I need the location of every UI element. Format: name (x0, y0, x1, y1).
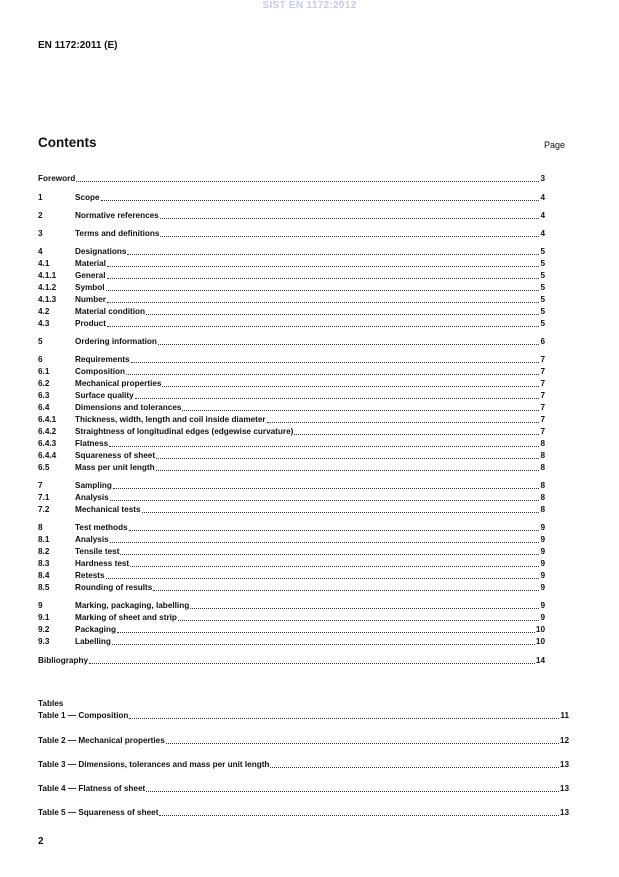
toc-entry-number: 4.2 (38, 307, 50, 316)
dot-leader (110, 541, 540, 543)
toc-entry-page: 9 (540, 583, 545, 592)
toc-entry-title: Material condition (75, 307, 146, 316)
toc-entry[interactable] (38, 389, 545, 401)
toc-entry[interactable] (38, 377, 545, 389)
toc-entry-title: General (75, 271, 106, 280)
contents-heading: Contents (38, 135, 97, 150)
toc-entry[interactable] (38, 401, 545, 413)
dot-leader (135, 397, 540, 399)
toc-entry-number: 7.1 (38, 493, 50, 502)
toc-entry-title: Symbol (75, 283, 105, 292)
toc-entry-title: Terms and definitions (75, 229, 160, 238)
dot-leader (106, 577, 540, 579)
toc-entry-title: Rounding of results (75, 583, 153, 592)
toc-entry-number: 7 (38, 481, 43, 490)
toc-entry[interactable] (38, 281, 545, 293)
toc-entry-title: Packaging (75, 625, 116, 634)
table-entry[interactable] (38, 709, 569, 721)
toc-entry-title: Hardness test (75, 559, 130, 568)
toc-entry-page: 5 (540, 295, 545, 304)
toc-entry-title: Flatness (75, 439, 109, 448)
toc-entry-title: Ordering information (75, 337, 157, 346)
toc-entry-title: Product (75, 319, 106, 328)
toc-entry-number: 4.1.1 (38, 271, 57, 280)
toc-entry-title: Analysis (75, 535, 109, 544)
toc-entry-page: 10 (535, 637, 545, 646)
toc-entry-page: 7 (540, 379, 545, 388)
dot-leader (126, 373, 539, 375)
toc-entry[interactable] (38, 227, 545, 239)
page-column-label: Page (544, 140, 566, 150)
toc-entry-page: 7 (540, 415, 545, 424)
dot-leader (106, 289, 540, 291)
toc-entry-title: Scope (75, 193, 100, 202)
dot-leader (267, 421, 540, 423)
table-entry-page: 12 (559, 736, 569, 745)
toc-entry-title: Labelling (75, 637, 111, 646)
toc-entry[interactable] (38, 172, 545, 184)
toc-entry-page: 9 (540, 613, 545, 622)
toc-entry[interactable] (38, 353, 545, 365)
toc-entry-title: Bibliography (38, 656, 89, 665)
toc-entry-number: 6.2 (38, 379, 50, 388)
toc-entry-page: 7 (540, 391, 545, 400)
dot-leader (129, 717, 559, 719)
toc-entry-title: Number (75, 295, 106, 304)
table-entry[interactable] (38, 806, 569, 818)
toc-entry[interactable] (38, 599, 545, 611)
toc-entry-title: Mechanical properties (75, 379, 162, 388)
dot-leader (146, 313, 539, 315)
toc-entry-title: Squareness of sheet (75, 451, 156, 460)
toc-entry[interactable] (38, 191, 545, 203)
toc-entry-page: 5 (540, 283, 545, 292)
toc-entry[interactable] (38, 557, 545, 569)
toc-entry-title: Mechanical tests (75, 505, 141, 514)
toc-entry[interactable] (38, 245, 545, 257)
toc-entry-page: 5 (540, 247, 545, 256)
dot-leader (107, 325, 540, 327)
toc-entry-page: 5 (540, 307, 545, 316)
toc-entry-number: 8.2 (38, 547, 50, 556)
toc-entry-number: 9.2 (38, 625, 50, 634)
toc-entry-number: 4.1 (38, 259, 50, 268)
toc-entry-number: 6.4.2 (38, 427, 57, 436)
table-entry-page: 13 (559, 808, 569, 817)
dot-leader (146, 790, 559, 792)
toc-entry-number: 9 (38, 601, 43, 610)
toc-entry[interactable] (38, 623, 545, 635)
toc-entry-number: 7.2 (38, 505, 50, 514)
dot-leader (112, 643, 535, 645)
toc-entry-title: Analysis (75, 493, 109, 502)
toc-entry-page: 8 (540, 439, 545, 448)
toc-entry-title: Foreword (38, 174, 76, 183)
page-number: 2 (38, 836, 44, 847)
toc-entry-title: Designations (75, 247, 127, 256)
toc-entry[interactable] (38, 437, 545, 449)
toc-entry-number: 3 (38, 229, 43, 238)
table-entry[interactable] (38, 782, 569, 794)
toc-entry-number: 8.5 (38, 583, 50, 592)
toc-entry[interactable] (38, 257, 545, 269)
dot-leader (160, 235, 539, 237)
dot-leader (270, 766, 558, 768)
dot-leader (127, 253, 539, 255)
dot-leader (107, 301, 540, 303)
toc-entry[interactable] (38, 545, 545, 557)
toc-entry[interactable] (38, 569, 545, 581)
dot-leader (142, 511, 540, 513)
toc-entry-page: 7 (540, 427, 545, 436)
toc-entry[interactable] (38, 503, 545, 515)
toc-entry-number: 8.3 (38, 559, 50, 568)
toc-entry-number: 6.4.4 (38, 451, 57, 460)
toc-entry-page: 4 (540, 229, 545, 238)
dot-leader (294, 433, 539, 435)
toc-entry-title: Test methods (75, 523, 128, 532)
toc-entry-page: 7 (540, 367, 545, 376)
toc-entry-title: Sampling (75, 481, 112, 490)
toc-entry-number: 4.3 (38, 319, 50, 328)
toc-entry[interactable] (38, 449, 545, 461)
toc-entry-number: 8.4 (38, 571, 50, 580)
toc-entry-page: 7 (540, 355, 545, 364)
toc-entry-title: Tensile test (75, 547, 120, 556)
table-entry-title: Table 4 — Flatness of sheet (38, 784, 146, 793)
toc-entry-number: 6.3 (38, 391, 50, 400)
toc-entry-title: Thickness, width, length and coil inside diameter (75, 415, 266, 424)
toc-entry-page: 9 (540, 601, 545, 610)
toc-entry-page: 6 (540, 337, 545, 346)
toc-entry-page: 5 (540, 271, 545, 280)
toc-entry[interactable] (38, 317, 545, 329)
toc-entry-title: Straightness of longitudinal edges (edgewise curvature) (75, 427, 294, 436)
toc-entry[interactable] (38, 305, 545, 317)
toc-entry[interactable] (38, 491, 545, 503)
toc-entry-page: 9 (540, 571, 545, 580)
dot-leader (107, 277, 540, 279)
dot-leader (107, 265, 539, 267)
toc-entry[interactable] (38, 461, 545, 473)
toc-entry-page: 3 (540, 174, 545, 183)
toc-entry-number: 6.4.1 (38, 415, 57, 424)
dot-leader (160, 217, 540, 219)
watermark: SIST EN 1172:2012 (262, 0, 357, 11)
toc-entry-number: 4 (38, 247, 43, 256)
dot-leader (159, 814, 558, 816)
toc-entry-page: 8 (540, 493, 545, 502)
toc-entry-title: Requirements (75, 355, 130, 364)
toc-entry-page: 10 (535, 625, 545, 634)
toc-entry-page: 8 (540, 481, 545, 490)
toc-entry-page: 8 (540, 505, 545, 514)
table-entry-title: Table 2 — Mechanical properties (38, 736, 165, 745)
toc-entry-number: 1 (38, 193, 43, 202)
toc-entry-page: 14 (535, 656, 545, 665)
toc-entry-title: Normative references (75, 211, 159, 220)
table-entry[interactable] (38, 734, 569, 746)
toc-entry[interactable] (38, 365, 545, 377)
toc-entry[interactable] (38, 521, 545, 533)
table-entry-page: 13 (559, 760, 569, 769)
table-entry[interactable] (38, 758, 569, 770)
dot-leader (153, 589, 539, 591)
toc-entry-page: 4 (540, 193, 545, 202)
toc-entry[interactable] (38, 425, 545, 437)
toc-entry-number: 2 (38, 211, 43, 220)
toc-entry-title: Retests (75, 571, 105, 580)
tables-heading: Tables (38, 699, 64, 708)
toc-entry-page: 9 (540, 559, 545, 568)
toc-entry-title: Composition (75, 367, 126, 376)
toc-entry[interactable] (38, 479, 545, 491)
dot-leader (89, 662, 535, 664)
toc-entry[interactable] (38, 209, 545, 221)
dot-leader (117, 631, 535, 633)
toc-entry-number: 8 (38, 523, 43, 532)
toc-entry[interactable] (38, 269, 545, 281)
table-entry-title: Table 3 — Dimensions, tolerances and mass per unit length (38, 760, 270, 769)
dot-leader (101, 199, 540, 201)
dot-leader (190, 607, 539, 609)
toc-entry-title: Marking, packaging, labelling (75, 601, 190, 610)
toc-entry-title: Surface quality (75, 391, 134, 400)
dot-leader (76, 180, 539, 182)
dot-leader (109, 445, 539, 447)
dot-leader (113, 487, 540, 489)
toc-entry-page: 8 (540, 463, 545, 472)
dot-leader (158, 343, 540, 345)
toc-entry-number: 9.1 (38, 613, 50, 622)
toc-entry[interactable] (38, 293, 545, 305)
toc-entry-number: 6 (38, 355, 43, 364)
toc-entry-page: 8 (540, 451, 545, 460)
toc-entry-title: Dimensions and tolerances (75, 403, 182, 412)
toc-entry-number: 5 (38, 337, 43, 346)
toc-entry-page: 4 (540, 211, 545, 220)
dot-leader (182, 409, 539, 411)
document-id: EN 1172:2011 (E) (38, 40, 118, 51)
toc-entry-title: Marking of sheet and strip (75, 613, 177, 622)
toc-entry[interactable] (38, 413, 545, 425)
table-entry-page: 13 (559, 784, 569, 793)
toc-entry-page: 9 (540, 523, 545, 532)
toc-entry-number: 9.3 (38, 637, 50, 646)
toc-entry[interactable] (38, 581, 545, 593)
dot-leader (120, 553, 539, 555)
toc-entry-page: 5 (540, 259, 545, 268)
toc-entry-page: 9 (540, 547, 545, 556)
toc-entry-number: 4.1.3 (38, 295, 57, 304)
toc-entry-number: 6.1 (38, 367, 50, 376)
dot-leader (166, 742, 559, 744)
dot-leader (156, 469, 540, 471)
dot-leader (131, 361, 540, 363)
toc-entry[interactable] (38, 635, 545, 647)
dot-leader (156, 457, 539, 459)
toc-entry-title: Mass per unit length (75, 463, 155, 472)
toc-entry-number: 6.5 (38, 463, 50, 472)
toc-entry-number: 8.1 (38, 535, 50, 544)
table-entry-title: Table 5 — Squareness of sheet (38, 808, 159, 817)
toc-entry-title: Material (75, 259, 106, 268)
toc-entry[interactable] (38, 335, 545, 347)
toc-entry-page: 5 (540, 319, 545, 328)
toc-entry-page: 9 (540, 535, 545, 544)
toc-entry[interactable] (38, 654, 545, 666)
toc-entry[interactable] (38, 533, 545, 545)
table-entry-page: 11 (560, 711, 569, 720)
dot-leader (178, 619, 540, 621)
toc-entry-number: 6.4 (38, 403, 50, 412)
toc-entry[interactable] (38, 611, 545, 623)
toc-entry-number: 4.1.2 (38, 283, 57, 292)
dot-leader (162, 385, 539, 387)
dot-leader (129, 529, 540, 531)
dot-leader (110, 499, 540, 501)
toc-entry-number: 6.4.3 (38, 439, 57, 448)
dot-leader (130, 565, 539, 567)
table-entry-title: Table 1 — Composition (38, 711, 129, 720)
toc-entry-page: 7 (540, 403, 545, 412)
